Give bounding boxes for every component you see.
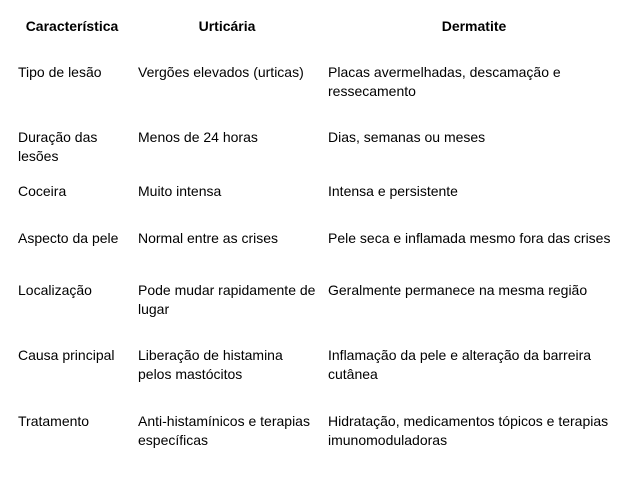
cell-dermatite: Geralmente permanece na mesma região [328,282,588,298]
cell-dermatite: Placas avermelhadas, descamação e ressecamento [328,64,561,99]
cell-dermatite: Inflamação da pele e alteração da barreira cutânea [328,347,592,382]
cell-caracteristica: Tipo de lesão [18,64,102,80]
cell-urticaria: Normal entre as crises [138,230,279,246]
cell-urticaria: Anti-histamínicos e terapias específicas [138,413,310,448]
comparison-table [12,12,626,452]
cell-urticaria: Vergões elevados (urticas) [138,64,304,80]
cell-urticaria: Menos de 24 horas [138,129,258,145]
header-row [12,12,626,40]
table-row [12,269,626,331]
cell-caracteristica: Causa principal [18,347,115,363]
cell-caracteristica: Duração das lesões [18,129,98,164]
cell-urticaria: Muito intensa [138,183,222,199]
table-row [12,205,626,269]
cell-urticaria: Pode mudar rapidamente de lugar [138,282,316,317]
cell-caracteristica: Tratamento [18,413,90,429]
cell-dermatite: Hidratação, medicamentos tópicos e terapias imunomoduladoras [328,413,609,448]
table-row [12,105,626,170]
table-row [12,170,626,205]
cell-dermatite: Dias, semanas ou meses [328,129,486,145]
header-caracteristica: Característica [25,18,119,34]
cell-caracteristica: Aspecto da pele [18,230,119,246]
header-dermatite: Dermatite [441,18,507,34]
cell-caracteristica: Coceira [18,183,67,199]
cell-urticaria: Liberação de histamina pelos mastócitos [138,347,283,382]
table-row [12,396,626,452]
cell-dermatite: Pele seca e inflamada mesmo fora das crises [328,230,611,246]
cell-caracteristica: Localização [18,282,92,298]
header-urticaria: Urticária [198,18,256,34]
cell-dermatite: Intensa e persistente [328,183,458,199]
table-row [12,331,626,396]
table-row [12,40,626,105]
